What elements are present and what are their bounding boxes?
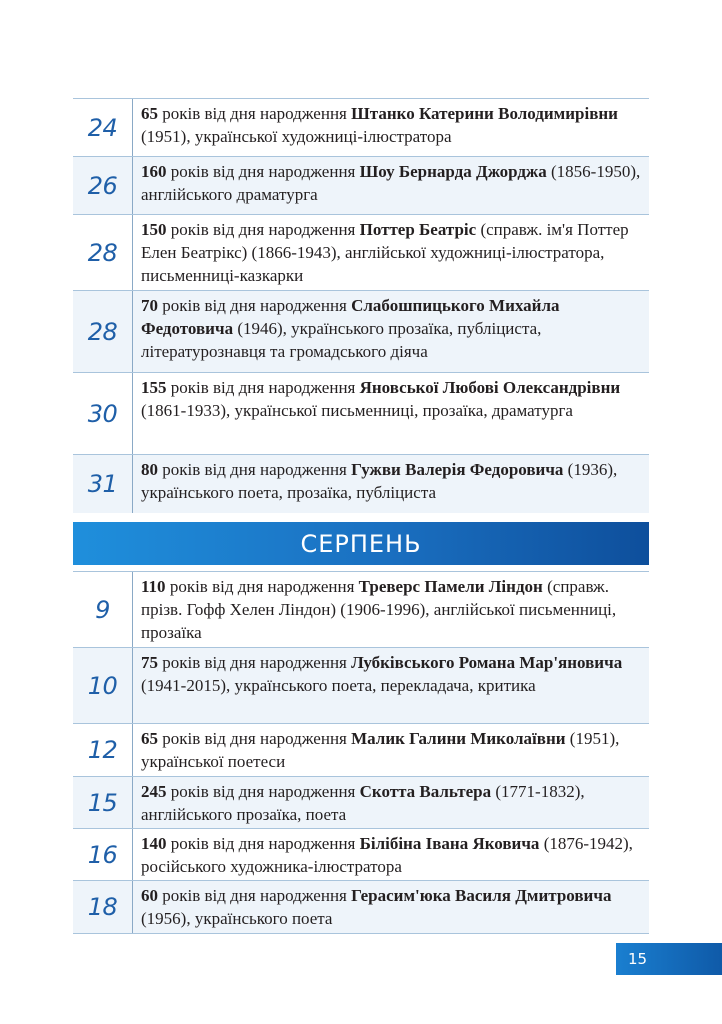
row-years: 155 — [141, 378, 167, 397]
row-years: 140 — [141, 834, 167, 853]
table-row — [73, 455, 649, 513]
row-mid: років від дня народження — [166, 378, 360, 397]
row-years: 110 — [141, 577, 166, 596]
table-row — [73, 881, 649, 934]
row-text — [133, 881, 649, 933]
row-mid: років від дня народження — [158, 729, 352, 748]
row-day: 26 — [73, 157, 133, 214]
row-day: 15 — [73, 777, 133, 828]
row-rest: (1876-1942), російського художника-ілюстратора — [141, 834, 633, 876]
row-day: 24 — [73, 99, 133, 156]
table-row — [73, 157, 649, 215]
row-years: 245 — [141, 782, 167, 801]
row-day: 30 — [73, 373, 133, 454]
row-mid: років від дня народження — [158, 886, 352, 905]
row-mid: років від дня народження — [158, 460, 352, 479]
row-mid: років від дня народження — [158, 104, 352, 123]
row-rest: (1936), українського поета, прозаїка, публіциста — [141, 460, 618, 502]
row-rest: (1771-1832), англійського прозаїка, поета — [141, 782, 585, 824]
table-row — [73, 99, 649, 157]
row-years: 60 — [141, 886, 158, 905]
row-mid: років від дня народження — [166, 834, 360, 853]
row-mid: років від дня народження — [166, 162, 360, 181]
row-rest: (1941-2015), українського поета, перекладача, критика — [141, 676, 536, 695]
row-years: 65 — [141, 729, 158, 748]
july-table — [73, 98, 649, 513]
row-day: 28 — [73, 291, 133, 372]
table-row — [73, 215, 649, 291]
row-name: Яновської Любові Олександрівни — [359, 378, 621, 397]
row-text — [133, 373, 649, 454]
row-text — [133, 724, 649, 776]
row-text — [133, 648, 649, 723]
row-name: Шоу Бернарда Джорджа — [359, 162, 547, 181]
row-text — [133, 572, 649, 647]
row-mid: років від дня народження — [166, 220, 360, 239]
row-name: Гужви Валерія Федоровича — [351, 460, 564, 479]
row-years: 160 — [141, 162, 167, 181]
row-rest: (1951), української художниці-ілюстратора — [141, 127, 452, 146]
row-text — [133, 157, 649, 214]
row-rest: (1856-1950), англійського драматурга — [141, 162, 641, 204]
row-name: Штанко Катерини Володимирівни — [351, 104, 618, 123]
row-name: Скотта Вальтера — [359, 782, 492, 801]
row-rest: (1951), української поетеси — [141, 729, 620, 771]
row-rest: (1861-1933), української письменниці, прозаїка, драматурга — [141, 401, 573, 420]
row-name: Лубківського Романа Мар'яновича — [351, 653, 623, 672]
row-mid: років від дня народження — [158, 653, 352, 672]
table-row — [73, 648, 649, 724]
page-number: 15 — [628, 950, 648, 968]
row-day: 16 — [73, 829, 133, 880]
row-name: Герасим'юка Василя Дмитровича — [351, 886, 612, 905]
row-name: Слабошпицького Михайла Федотовича — [141, 296, 560, 338]
row-years: 150 — [141, 220, 167, 239]
row-day: 28 — [73, 215, 133, 290]
row-text — [133, 291, 649, 372]
row-rest: (справж. ім'я Поттер Елен Беатрікс) (1866-1943), англійської художниці-ілюстратора, письменниці-казкарки — [141, 220, 629, 285]
table-row — [73, 829, 649, 881]
row-name: Малик Галини Миколаївни — [351, 729, 566, 748]
row-name: Білібіна Івана Яковича — [359, 834, 540, 853]
row-name: Поттер Беатріс — [359, 220, 477, 239]
row-rest: (1946), українського прозаїка, публіциста, літературознавця та громадського діяча — [141, 319, 542, 361]
row-day: 31 — [73, 455, 133, 513]
page-number-tab — [616, 943, 722, 975]
row-text — [133, 777, 649, 828]
month-title: СЕРПЕНЬ — [300, 529, 422, 558]
row-day: 9 — [73, 572, 133, 647]
row-mid: років від дня народження — [165, 577, 359, 596]
row-rest: (1956), українського поета — [141, 909, 333, 928]
row-years: 70 — [141, 296, 158, 315]
row-mid: років від дня народження — [166, 782, 360, 801]
table-row — [73, 572, 649, 648]
row-rest: (справж. прізв. Гофф Хелен Ліндон) (1906-1996), англійської письменниці, прозаїка — [141, 577, 617, 642]
row-years: 75 — [141, 653, 158, 672]
row-mid: років від дня народження — [158, 296, 352, 315]
row-years: 80 — [141, 460, 158, 479]
row-text — [133, 99, 649, 156]
row-day: 18 — [73, 881, 133, 933]
table-row — [73, 373, 649, 455]
row-name: Треверс Памели Ліндон — [358, 577, 543, 596]
row-day: 12 — [73, 724, 133, 776]
row-text — [133, 215, 649, 290]
row-text — [133, 829, 649, 880]
table-row — [73, 724, 649, 777]
august-table — [73, 571, 649, 934]
row-years: 65 — [141, 104, 158, 123]
table-row — [73, 777, 649, 829]
month-heading — [73, 522, 649, 565]
row-text — [133, 455, 649, 513]
row-day: 10 — [73, 648, 133, 723]
table-row — [73, 291, 649, 373]
